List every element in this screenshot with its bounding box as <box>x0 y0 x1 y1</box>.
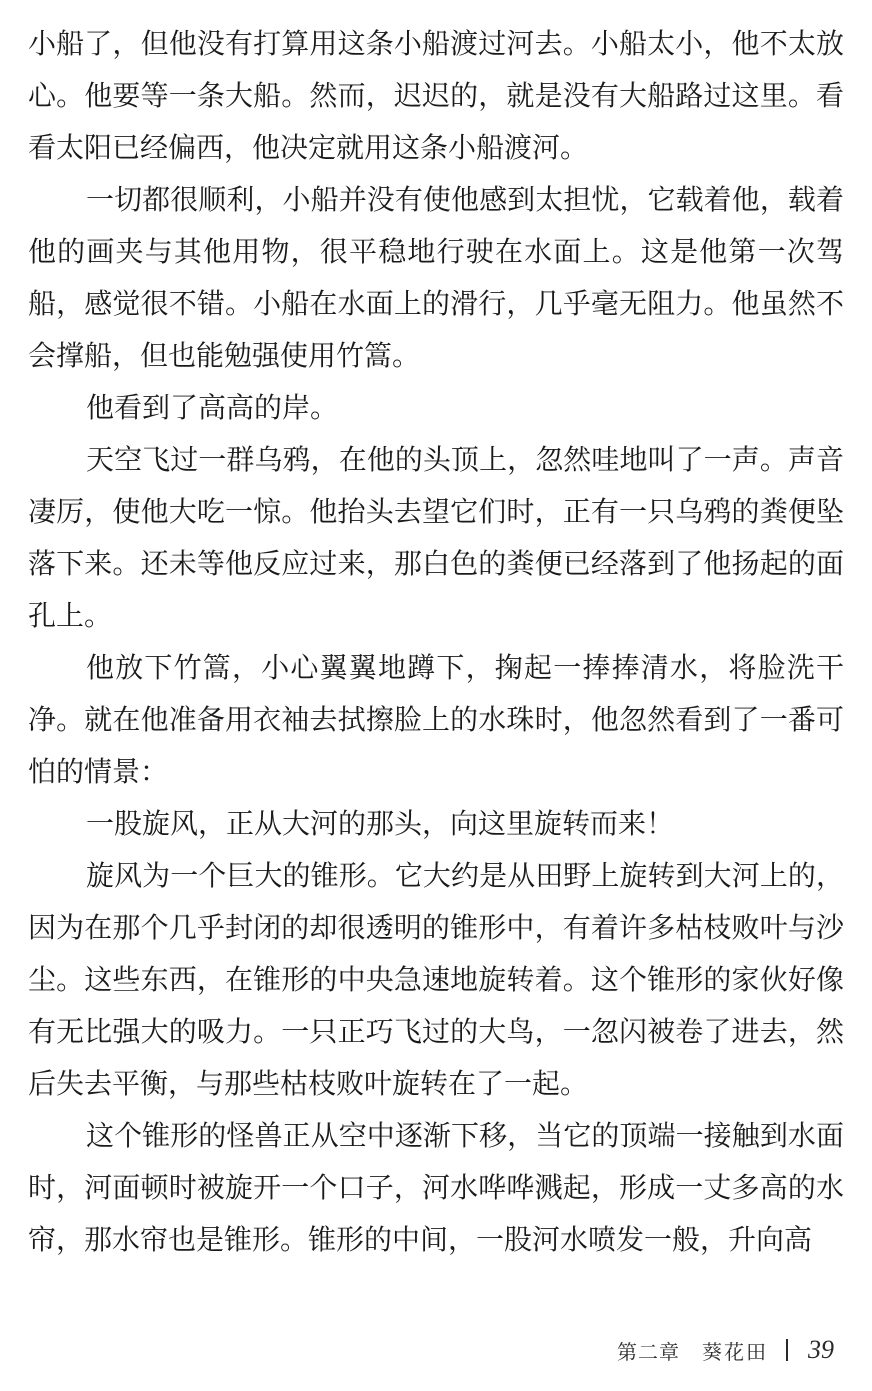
paragraph-continued: 小船了，但他没有打算用这条小船渡过河去。小船太小，他不太放心。他要等一条大船。然而，迟迟的，就是没有大船路过这里。看看太阳已经偏西，他决定就用这条小船渡河。 <box>28 27 844 164</box>
paragraph: 天空飞过一群乌鸦，在他的头顶上，忽然哇地叫了一声。声音凄厉，使他大吃一惊。他抬头去望它们时，正有一只乌鸦的粪便坠落下来。还未等他反应过来，那白色的粪便已经落到了他扬起的面孔上。 <box>28 443 844 632</box>
page-footer <box>617 1330 834 1370</box>
paragraph: 他放下竹篙，小心翼翼地蹲下，掬起一捧捧清水，将脸洗干净。就在他准备用衣袖去拭擦脸上的水珠时，他忽然看到了一番可怕的情景： <box>28 651 844 788</box>
body-text <box>28 18 844 1266</box>
paragraph: 旋风为一个巨大的锥形。它大约是从田野上旋转到大河上的，因为在那个几乎封闭的却很透明的锥形中，有着许多枯枝败叶与沙尘。这些东西，在锥形的中央急速地旋转着。这个锥形的家伙好像有无比强大的吸力。一只正巧飞过的大鸟，一忽闪被卷了进去，然后失去平衡，与那些枯枝败叶旋转在了一起。 <box>28 859 844 1100</box>
chapter-label: 第二章 <box>617 1339 680 1364</box>
paragraph: 一切都很顺利，小船并没有使他感到太担忧，它载着他，载着他的画夹与其他用物，很平稳地行驶在水面上。这是他第一次驾船，感觉很不错。小船在水面上的滑行，几乎毫无阻力。他虽然不会撑船，但也能勉强使用竹篙。 <box>28 183 844 372</box>
page-number: 39 <box>808 1335 834 1364</box>
paragraph: 他看到了高高的岸。 <box>86 391 339 424</box>
paragraph: 一股旋风，正从大河的那头，向这里旋转而来！ <box>86 807 675 840</box>
chapter-title: 葵花田 <box>702 1339 768 1364</box>
paragraph: 这个锥形的怪兽正从空中逐渐下移，当它的顶端一接触到水面时，河面顿时被旋开一个口子，河水哗哗溅起，形成一丈多高的水帘，那水帘也是锥形。锥形的中间，一股河水喷发一般，升向高 <box>28 1119 844 1256</box>
footer-divider <box>786 1339 788 1361</box>
